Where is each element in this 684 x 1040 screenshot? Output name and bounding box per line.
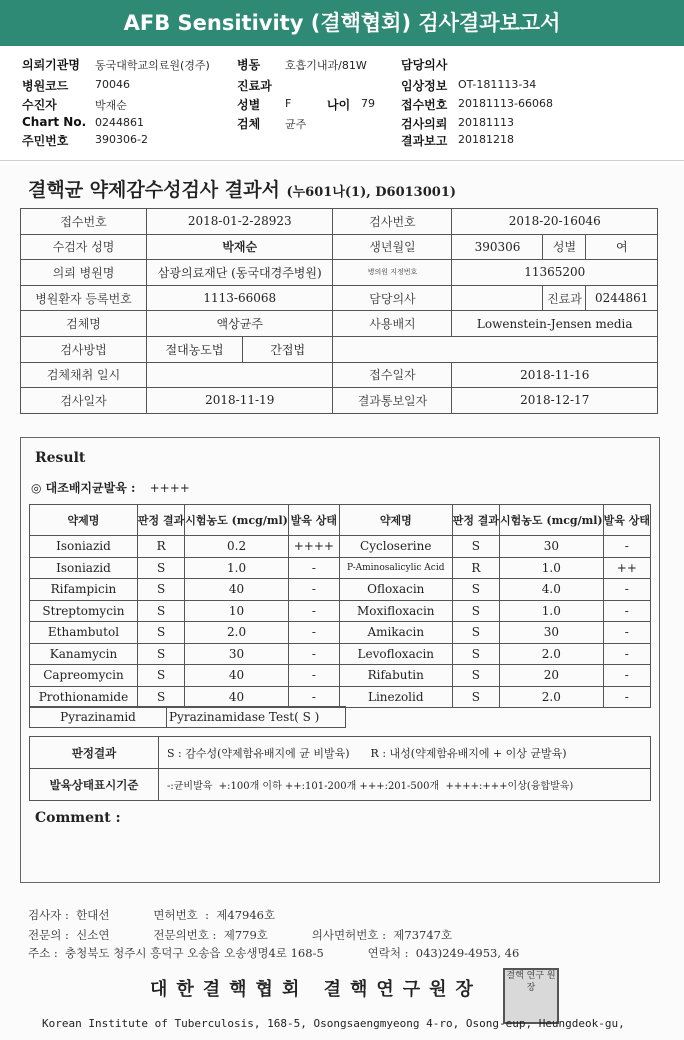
- judge: S: [452, 665, 499, 687]
- sex-value: F: [285, 97, 292, 110]
- info-label: 결과통보일자: [333, 388, 452, 414]
- report-date-label: 결과보고: [401, 134, 448, 148]
- info-label: 의뢰 병원명: [21, 260, 147, 286]
- conc: 1.0: [500, 600, 604, 622]
- info-value: Lowenstein-Jensen media: [452, 311, 658, 337]
- info-label: 진료과: [543, 285, 586, 311]
- conc: 1.0: [185, 557, 289, 579]
- growth: -: [288, 686, 339, 708]
- specimen-value: 균주: [285, 118, 307, 131]
- col-conc: 시험농도 (mcg/ml): [185, 505, 289, 536]
- judge: S: [452, 686, 499, 708]
- growth: -: [288, 665, 339, 687]
- growth-criteria-label: 발육상태표시기준: [30, 769, 159, 801]
- growth: -: [288, 557, 339, 579]
- info-label: 성별: [543, 234, 586, 260]
- patient-label: 수진자: [22, 98, 57, 112]
- judge-criteria-value: S : 감수성(약제함유배지에 균 비발육) R : 내성(약제함유배지에 + 이상 균발육): [159, 737, 651, 769]
- growth: -: [603, 622, 650, 644]
- sex-label: 성별: [237, 98, 261, 112]
- info-label: 검사번호: [333, 209, 452, 235]
- growth: -: [603, 536, 650, 558]
- chart-no-label: Chart No.: [22, 115, 87, 129]
- info-label: 검사일자: [21, 388, 147, 414]
- report-title-code: (누601나(1), D6013001): [286, 185, 457, 200]
- conc: 20: [500, 665, 604, 687]
- info-value: 여: [586, 234, 658, 260]
- requesting-institution-value: 동국대학교의료원(경주): [95, 59, 210, 72]
- hospital-code-value: 70046: [95, 78, 130, 91]
- growth: -: [603, 686, 650, 708]
- col-judge: 판정 결과: [137, 505, 184, 536]
- drug-name: Kanamycin: [30, 643, 138, 665]
- criteria-table: [29, 736, 651, 801]
- scanned-report: [0, 165, 684, 1040]
- drug-name: Isoniazid: [30, 557, 138, 579]
- conc: 2.0: [500, 643, 604, 665]
- judge: S: [452, 536, 499, 558]
- comment-label: Comment :: [35, 810, 121, 826]
- info-value: 절대농도법: [147, 336, 243, 362]
- growth: -: [288, 600, 339, 622]
- department-label: 진료과: [237, 79, 272, 93]
- conc: 30: [185, 643, 289, 665]
- judge: S: [137, 622, 184, 644]
- col-conc: 시험농도 (mcg/ml): [500, 505, 604, 536]
- growth: -: [603, 579, 650, 601]
- info-value: 2018-20-16046: [452, 209, 658, 235]
- info-value: 2018-11-16: [452, 362, 658, 388]
- conc: 40: [185, 579, 289, 601]
- drug-name: Cycloserine: [339, 536, 452, 558]
- drug-name: Rifampicin: [30, 579, 138, 601]
- judge: R: [137, 536, 184, 558]
- table-row: [30, 622, 651, 644]
- reception-no-value: 20181113-66068: [458, 97, 553, 110]
- table-row: [30, 536, 651, 558]
- col-drug: 약제명: [30, 505, 138, 536]
- table-row: [30, 579, 651, 601]
- growth: -: [603, 665, 650, 687]
- growth-criteria-value: -:균비발육 +:100개 이하 ++:101-200개 +++:201-500개 ++++:+++이상(융합발육): [159, 769, 651, 801]
- drug-name: Ofloxacin: [339, 579, 452, 601]
- report-banner-title: AFB Sensitivity (결핵협회) 검사결과보고서: [0, 0, 684, 46]
- growth: -: [288, 643, 339, 665]
- drug-name: Amikacin: [339, 622, 452, 644]
- specimen-label: 검체: [237, 117, 261, 131]
- info-value: [147, 362, 333, 388]
- info-value: [452, 285, 543, 311]
- drug-name: Pyrazinamid: [30, 707, 167, 728]
- hospital-code-label: 병원코드: [22, 79, 69, 93]
- conc: 30: [500, 622, 604, 644]
- drug-name: Streptomycin: [30, 600, 138, 622]
- patient-info-table: [20, 208, 658, 414]
- judge: R: [452, 557, 499, 579]
- ward-value: 호흡기내과/81W: [285, 59, 367, 72]
- order-header: [0, 50, 684, 160]
- conc: 40: [185, 665, 289, 687]
- drug-name: Moxifloxacin: [339, 600, 452, 622]
- info-value: 액상균주: [147, 311, 333, 337]
- drug-name: P-Aminosalicylic Acid: [339, 557, 452, 579]
- drug-name: Capreomycin: [30, 665, 138, 687]
- pyrazinamidase-result: Pyrazinamidase Test( S ): [167, 707, 346, 728]
- col-judge: 판정 결과: [452, 505, 499, 536]
- age-value: 79: [361, 97, 375, 110]
- table-row: [30, 686, 651, 708]
- pyrazinamid-row: [29, 706, 346, 728]
- requesting-institution-label: 의뢰기관명: [22, 58, 80, 72]
- drug-name: Rifabutin: [339, 665, 452, 687]
- info-label: 검체명: [21, 311, 147, 337]
- info-value: 1113-66068: [147, 285, 333, 311]
- drug-name: Linezolid: [339, 686, 452, 708]
- info-label: 검사방법: [21, 336, 147, 362]
- info-value: 2018-12-17: [452, 388, 658, 414]
- judge: S: [137, 686, 184, 708]
- info-value: 간접법: [243, 336, 333, 362]
- conc: 1.0: [500, 557, 604, 579]
- info-value: 박재순: [147, 234, 333, 260]
- info-label: 사용배지: [333, 311, 452, 337]
- growth: ++: [603, 557, 650, 579]
- divider: [0, 160, 684, 161]
- result-section: [20, 437, 660, 883]
- growth: -: [288, 622, 339, 644]
- table-row: [30, 557, 651, 579]
- conc: 4.0: [500, 579, 604, 601]
- drug-name: Ethambutol: [30, 622, 138, 644]
- info-value: [333, 336, 658, 362]
- judge: S: [137, 665, 184, 687]
- info-label: 생년월일: [333, 234, 452, 260]
- control-growth-value: ++++: [149, 481, 190, 495]
- table-row: [30, 643, 651, 665]
- judge: S: [452, 643, 499, 665]
- institute-name: 대한결핵협회 결핵연구원장: [150, 979, 482, 1000]
- conc: 2.0: [500, 686, 604, 708]
- growth: ++++: [288, 536, 339, 558]
- info-value: 2018-01-2-28923: [147, 209, 333, 235]
- drug-name: Isoniazid: [30, 536, 138, 558]
- col-growth: 발육 상태: [288, 505, 339, 536]
- result-title: Result: [35, 450, 86, 466]
- clinical-info-value: OT-181113-34: [458, 78, 537, 91]
- report-title-text: 결핵균 약제감수성검사 결과서: [28, 179, 280, 201]
- info-label: 병원환자 등록번호: [21, 285, 147, 311]
- info-value: 390306: [452, 234, 543, 260]
- control-growth: [31, 479, 190, 496]
- judge: S: [452, 600, 499, 622]
- control-growth-label: ◎ 대조배지균발육 :: [31, 481, 136, 495]
- growth: -: [288, 579, 339, 601]
- footer-line-specialist: 전문의 : 신소연 전문의번호 : 제779호 의사면허번호 : 제73747호: [28, 928, 453, 942]
- table-row: [30, 665, 651, 687]
- request-date-value: 20181113: [458, 116, 514, 129]
- judge: S: [452, 579, 499, 601]
- info-label: 접수일자: [333, 362, 452, 388]
- drug-name: Prothionamide: [30, 686, 138, 708]
- info-label: 검체채취 일시: [21, 362, 147, 388]
- info-value: 11365200: [452, 260, 658, 286]
- drug-name: Levofloxacin: [339, 643, 452, 665]
- growth: -: [603, 643, 650, 665]
- official-seal: 결핵 연구 원장: [503, 968, 559, 1024]
- report-date-value: 20181218: [458, 133, 514, 146]
- request-date-label: 검사의뢰: [401, 117, 448, 131]
- conc: 40: [185, 686, 289, 708]
- col-drug: 약제명: [339, 505, 452, 536]
- attending-doctor-label: 담당의사: [401, 58, 448, 72]
- info-label: 접수번호: [21, 209, 147, 235]
- chart-no-value: 0244861: [95, 116, 144, 129]
- judge: S: [137, 600, 184, 622]
- judge-criteria-label: 판정결과: [30, 737, 159, 769]
- info-label: 수검자 성명: [21, 234, 147, 260]
- growth: -: [603, 600, 650, 622]
- footer-line-address: 주소 : 충청북도 청주시 흥덕구 오송읍 오송생명4로 168-5 연락처 : 043)249-4953, 46: [28, 946, 520, 960]
- susceptibility-table: [29, 504, 651, 708]
- conc: 10: [185, 600, 289, 622]
- patient-value: 박재순: [95, 99, 127, 112]
- judge: S: [137, 579, 184, 601]
- judge: S: [137, 643, 184, 665]
- info-value: 삼광의료재단 (동국대경주병원): [147, 260, 333, 286]
- info-label: 병의원 지정번호: [333, 260, 452, 286]
- resident-no-value: 390306-2: [95, 133, 148, 146]
- conc: 2.0: [185, 622, 289, 644]
- judge: S: [452, 622, 499, 644]
- resident-no-label: 주민번호: [22, 134, 69, 148]
- ward-label: 병동: [237, 58, 261, 72]
- info-label: 담당의사: [333, 285, 452, 311]
- info-value: 0244861: [586, 285, 658, 311]
- judge: S: [137, 557, 184, 579]
- age-label: 나이: [327, 98, 351, 112]
- conc: 0.2: [185, 536, 289, 558]
- report-title: [28, 175, 456, 202]
- footer-line-tester: 검사자 : 한대선 면허번호 : 제47946호: [28, 908, 276, 922]
- col-growth: 발육 상태: [603, 505, 650, 536]
- reception-no-label: 접수번호: [401, 98, 448, 112]
- table-row: [30, 600, 651, 622]
- conc: 30: [500, 536, 604, 558]
- info-value: 2018-11-19: [147, 388, 333, 414]
- institute-english-address: Korean Institute of Tuberculosis, 168-5, Osongsaengmyeong 4-ro, Osong-eup, Heungdeok-gu,: [42, 1017, 625, 1030]
- clinical-info-label: 임상정보: [401, 79, 448, 93]
